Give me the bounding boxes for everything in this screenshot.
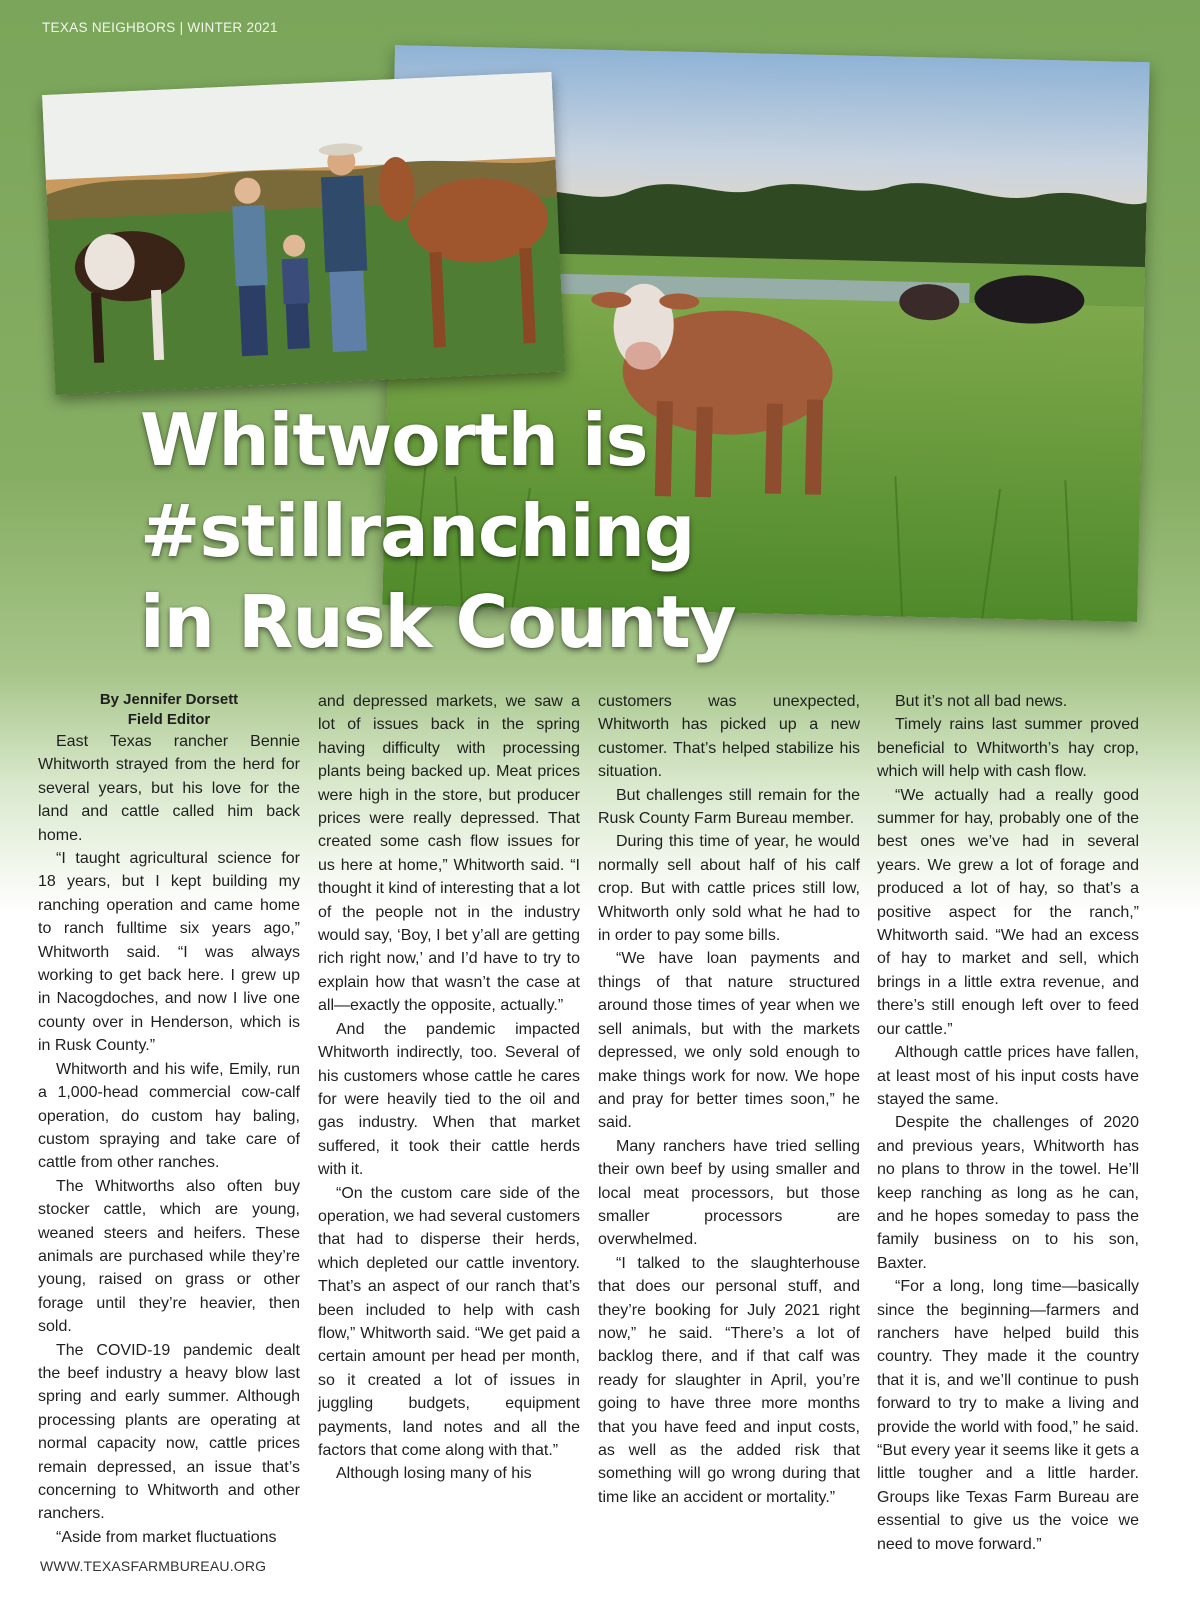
headline-line-3: in Rusk County bbox=[140, 580, 736, 664]
paragraph: Although cattle prices have fallen, at least most of his input costs have stayed the same. bbox=[877, 1044, 1139, 1108]
headline-line-2: #stillranching bbox=[140, 489, 695, 573]
paragraph: Whitworth and his wife, Emily, run a 1,000-head commercial cow-calf operation, do custom hay baling, custom spraying and take care of cattle from other ranches. bbox=[38, 1060, 300, 1172]
paragraph: But challenges still remain for the Rusk County Farm Bureau member. bbox=[598, 786, 860, 828]
paragraph: “I talked to the slaughterhouse that does our personal stuff, and they’re booking for July 2021 right now,” he said. “There’s a lot of backlog there, and if that calf was ready for slaughter in April, you’re going to have three more months that you have feed and input costs, as well as the added risk that something will go wrong during that time like an accident or mortality.” bbox=[598, 1254, 860, 1506]
paragraph: Although losing many of his bbox=[336, 1465, 532, 1483]
article-headline bbox=[140, 395, 780, 668]
paragraph: Timely rains last summer proved beneficial to Whitworth’s hay crop, which will help with cash flow. bbox=[877, 716, 1139, 781]
byline bbox=[38, 690, 300, 730]
paragraph: The Whitworths also often buy stocker cattle, which are young, weaned steers and heifers. These animals are purchased while they’re young, raised on grass or other forage until they’re heavier, then sold. bbox=[38, 1177, 300, 1336]
paragraph: Many ranchers have tried selling their own beef by using smaller and local meat processors, but those smaller processors are overwhelmed. bbox=[598, 1137, 860, 1249]
paragraph: East Texas rancher Bennie Whitworth strayed from the herd for several years, but his love for the land and cattle called him back home. bbox=[38, 733, 300, 844]
paragraph: “On the custom care side of the operation, we had several customers that had to disperse their herds, which depleted our cattle inventory. That’s an aspect of our ranch that’s been included to help with cash flow,” Whitworth said. “We get paid a certain amount per head per month, so it created a lot of issues in juggling budgets, equipment payments, land notes and all the factors that come along with that.” bbox=[318, 1184, 580, 1459]
paragraph: Despite the challenges of 2020 and previous years, Whitworth has no plans to throw in the towel. He’ll keep ranching as long as he can, and he hopes someday to pass the family business on to his son, Baxter. bbox=[877, 1114, 1139, 1272]
publication-header: TEXAS NEIGHBORS | WINTER 2021 bbox=[42, 20, 278, 35]
paragraph-continued: customers was unexpected, Whitworth has picked up a new customer. That’s helped stabilize his situation. bbox=[598, 693, 860, 781]
paragraph-continued: and depressed markets, we saw a lot of issues back in the spring having difficulty with processing plants being backed up. Meat prices were high in the store, but producer prices were really depressed. That created some cash flow issues for us here at home,” Whitworth said. “I thought it kind of interesting that a lot of the people not in the industry would say, ‘Boy, I bet y’all are getting rich right now,’ and I’d have to try to explain how that wasn’t the case at all—exactly the opposite, actually.” bbox=[318, 693, 580, 1015]
article-column-4 bbox=[877, 690, 1139, 1556]
footer-website-url[interactable]: WWW.TEXASFARMBUREAU.ORG bbox=[40, 1558, 267, 1574]
paragraph: “Aside from market fluctuations bbox=[56, 1528, 277, 1546]
headline-line-1: Whitworth is bbox=[140, 398, 648, 482]
paragraph: “We have loan payments and things of that nature structured around those times of year when we sell animals, but with the markets depressed, we only sold enough to make things work for now. We hope and pray for better times soon,” he said. bbox=[598, 950, 860, 1132]
article-column-2 bbox=[318, 690, 580, 1486]
article-column-3 bbox=[598, 690, 860, 1509]
paragraph: “For a long, long time—basically since the beginning—farmers and ranchers have helped build this country. They made it the country that it is, and we’ll continue to push forward to try to make a living and provide the world with food,” he said. “But every year it seems like it gets a little tougher and a little harder. Groups like Texas Farm Bureau are essential to give us the voice we need to move forward.” bbox=[877, 1278, 1139, 1553]
paragraph: During this time of year, he would normally sell about half of his calf crop. But with cattle prices still low, Whitworth only sold what he had to in order to pay some bills. bbox=[598, 833, 860, 945]
paragraph: The COVID-19 pandemic dealt the beef industry a heavy blow last spring and early summer. Although processing plants are operating at normal capacity now, cattle prices remain depressed, an issue that’s concerning to Whitworth and other ranchers. bbox=[38, 1341, 300, 1523]
byline-author: By Jennifer Dorsett bbox=[99, 691, 239, 708]
byline-role: Field Editor bbox=[127, 711, 211, 728]
paragraph: And the pandemic impacted Whitworth indirectly, too. Several of his customers whose cattle he cares for were heavily tied to the oil and gas industry. When that market suffered, it took their cattle herds with it. bbox=[318, 1020, 580, 1179]
article-column-1 bbox=[38, 690, 300, 1549]
paragraph: “We actually had a really good summer for hay, probably one of the best ones we’ve had in several years. We grew a lot of forage and produced a lot of hay, so that’s a positive aspect for the ranch,” Whitworth said. “We had an excess of hay to market and sell, which brings in a little extra revenue, and there’s still enough left over to feed our cattle.” bbox=[877, 786, 1139, 1038]
paragraph: “I taught agricultural science for 18 years, but I kept building my ranching operation and came home to ranch fulltime six years ago,” Whitworth said. “I was always working to get back here. I grew up in Nacogdoches, and now I live one county over in Henderson, which is in Rusk County.” bbox=[38, 850, 300, 1055]
family-horses-photo bbox=[42, 72, 565, 395]
paragraph: But it’s not all bad news. bbox=[895, 693, 1068, 710]
